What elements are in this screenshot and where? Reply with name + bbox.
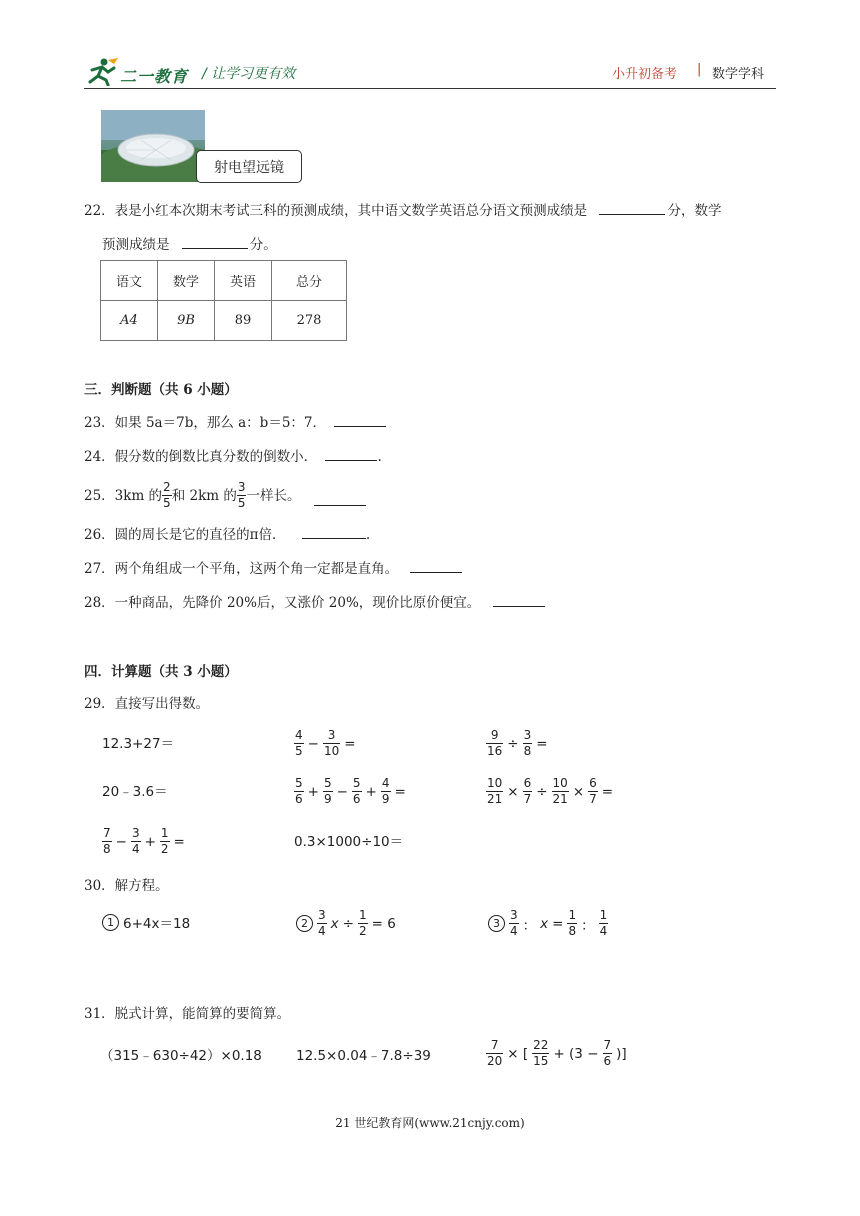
q28-blank[interactable] — [493, 592, 545, 607]
q26-period: . — [365, 527, 371, 543]
calc-8-text: 0.3×1000÷10＝ — [294, 834, 404, 850]
calc-6: $\frac{10}{21}$ × $\frac{6}{7}$ ÷ $\frac{10}{21}$ × $\frac{6}{7}$ = — [487, 776, 614, 806]
simplify-2-text: 12.5×0.04﹣7.8÷39 — [296, 1048, 431, 1064]
calc-3: $\frac{9}{16}$ ÷ $\frac{3}{8}$ = — [487, 728, 548, 758]
calc-4 — [102, 780, 168, 800]
calc-1-text: 12.3+27＝ — [102, 736, 175, 752]
q25-blank[interactable] — [314, 491, 366, 506]
telescope-caption — [196, 150, 302, 183]
q24 — [84, 446, 382, 467]
calc-7: $\frac{7}{8}$ − $\frac{3}{4}$ + $\frac{1}{2}$ = — [103, 826, 185, 856]
equation-1-text: 6+4x＝18 — [123, 916, 191, 932]
q22-text-end: 分，数学 — [667, 203, 722, 219]
numerator: 3 — [237, 480, 246, 494]
page-footer: 21 世纪教育网(www.21cnjy.com) — [335, 1116, 525, 1130]
slogan: / 让学习更有效 — [202, 66, 296, 82]
q30: 30．解方程。 — [84, 878, 169, 894]
q25-text-b: 和 2km 的 — [171, 487, 237, 504]
q28-text: 28．一种商品，先降价 20%后，又涨价 20%，现价比原价便宜。 — [84, 595, 481, 611]
q28 — [84, 592, 545, 613]
table-cell: 278 — [272, 301, 347, 341]
q27 — [84, 558, 462, 579]
q26-text: 26．圆的周长是它的直径的π倍． — [84, 527, 286, 543]
calc-1 — [102, 732, 174, 752]
q25-text-a: 25．3km 的 — [84, 487, 163, 504]
q22-text-2: 预测成绩是 — [102, 237, 170, 253]
equation-3: 3 $\frac{3}{4}$ ： x = $\frac{1}{8}$ ： $\frac{1}{4}$ — [488, 908, 608, 939]
q22-text-2-end: 分。 — [249, 237, 277, 253]
radio-telescope-icon — [101, 110, 205, 182]
q26-blank[interactable] — [302, 524, 366, 539]
q27-blank[interactable] — [410, 558, 462, 573]
q24-period: . — [377, 449, 382, 465]
calc-8 — [294, 830, 403, 850]
table-header-row — [101, 261, 347, 301]
telescope-caption-text: 射电望远镜 — [214, 159, 284, 176]
denominator: 5 — [237, 496, 246, 510]
telescope-image — [101, 110, 205, 182]
table-header-cell: 数学 — [158, 261, 215, 301]
table-row — [101, 301, 347, 341]
q24-blank[interactable] — [325, 446, 377, 461]
q25-text-c: 一样长。 — [246, 487, 301, 504]
table-cell: A4 — [101, 301, 158, 341]
q22-line1 — [84, 200, 721, 221]
q22-line2 — [102, 234, 277, 255]
section3-title: 三．判断题（共 6 小题） — [84, 382, 238, 398]
numerator: 2 — [163, 480, 171, 494]
q31: 31．脱式计算，能简算的要简算。 — [84, 1006, 291, 1022]
calc-5: $\frac{5}{6}$ + $\frac{5}{9}$ − $\frac{5}{6}$ + $\frac{4}{9}$ = — [295, 776, 406, 806]
q23-text: 23．如果 5a＝7b，那么 a：b＝5：7． — [84, 415, 326, 431]
table-header-cell: 语文 — [101, 261, 158, 301]
circled-number-1: 1 — [102, 914, 119, 931]
table-header-cell: 总分 — [272, 261, 347, 301]
simplify-1-text: （315﹣630÷42）×0.18 — [100, 1048, 262, 1064]
fraction — [162, 480, 172, 511]
table-cell: 89 — [215, 301, 272, 341]
header-separator: | — [697, 62, 702, 77]
q23-blank[interactable] — [334, 412, 386, 427]
simplify-2 — [296, 1044, 431, 1064]
calc-2: $\frac{4}{5}$ − $\frac{3}{10}$ = — [295, 728, 356, 758]
simplify-3: $\frac{7}{20}$ × [ $\frac{22}{15}$ + (3 − $\frac{7}{6}$ )] — [487, 1038, 627, 1068]
header-divider — [84, 88, 776, 89]
q22-blank-2[interactable] — [182, 234, 248, 249]
q24-text: 24．假分数的倒数比真分数的倒数小． — [84, 449, 318, 465]
q25 — [84, 480, 366, 511]
score-table — [100, 260, 347, 341]
equation-2: 2 $\frac{3}{4}$ x ÷ $\frac{1}{2}$ = 6 — [296, 908, 396, 939]
q23 — [84, 412, 386, 433]
simplify-1 — [100, 1044, 262, 1064]
logo-runner-icon — [84, 56, 120, 86]
subject-label: 数学学科 — [712, 67, 765, 82]
circled-number-3: 3 — [488, 915, 505, 932]
exam-label: 小升初备考 — [612, 67, 678, 82]
q22-text: 22．表是小红本次期末考试三科的预测成绩，其中语文数学英语总分语文预测成绩是 — [84, 203, 588, 219]
table-cell: 9B — [158, 301, 215, 341]
q29: 29．直接写出得数。 — [84, 696, 210, 712]
fraction — [237, 480, 247, 511]
circled-number-2: 2 — [296, 915, 313, 932]
q22-blank-1[interactable] — [599, 200, 665, 215]
calc-4-text: 20﹣3.6＝ — [102, 784, 168, 800]
section4-title: 四．计算题（共 3 小题） — [84, 664, 238, 680]
table-header-cell: 英语 — [215, 261, 272, 301]
q26 — [84, 524, 370, 545]
q27-text: 27．两个角组成一个平角，这两个角一定都是直角。 — [84, 561, 399, 577]
header — [84, 56, 776, 88]
logo-text: 二一教育 — [120, 67, 189, 86]
equation-1 — [102, 912, 190, 932]
denominator: 5 — [163, 496, 171, 510]
